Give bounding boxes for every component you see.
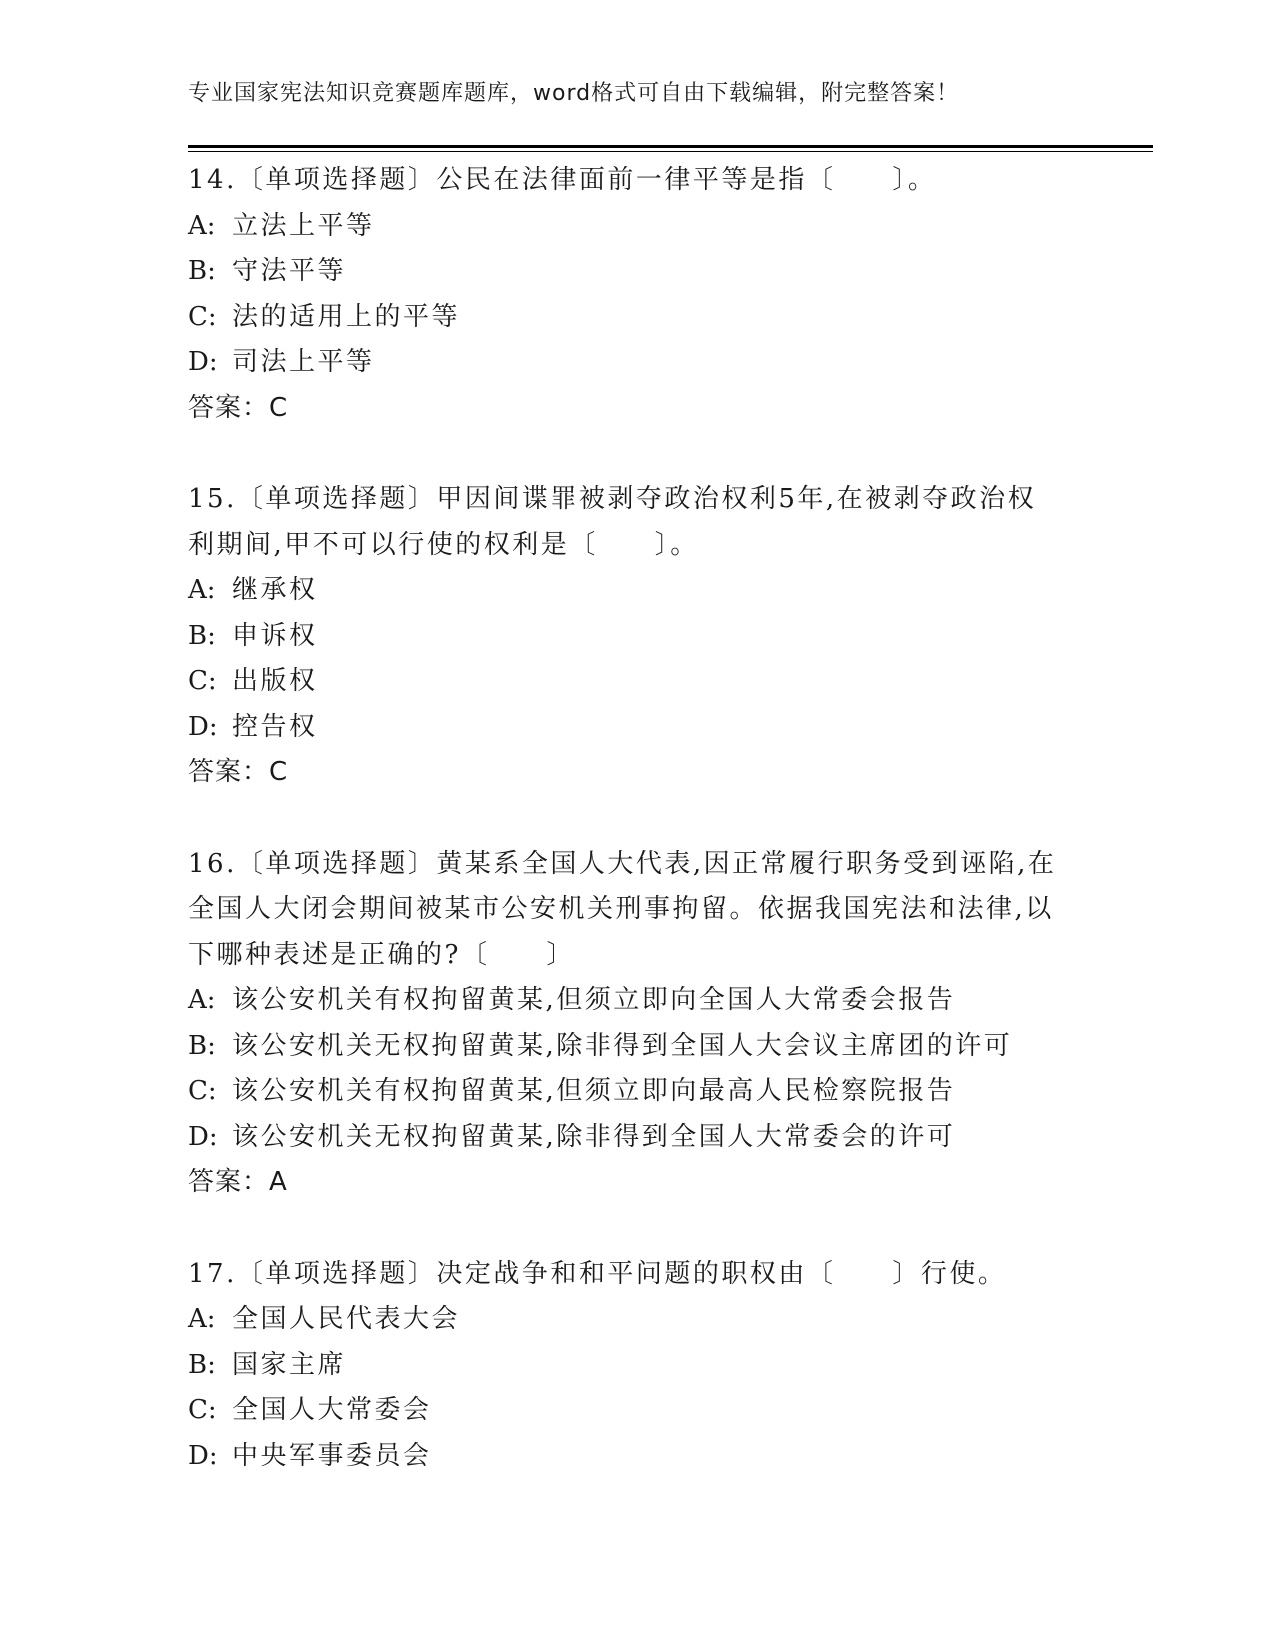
answer-line: 答案：C: [188, 392, 289, 423]
option-row: [188, 568, 1153, 614]
option-text: 守法平等: [232, 256, 347, 286]
option-row: [188, 204, 1153, 250]
option-key: D:: [188, 1121, 218, 1152]
option-row: [188, 1297, 1153, 1343]
document-header: 专业国家宪法知识竞赛题库题库，word格式可自由下载编辑，附完整答案！: [188, 81, 960, 106]
answer-line: 答案：C: [188, 757, 289, 787]
option-row: [188, 340, 1153, 386]
question-text: 14.〔单项选择题〕公民在法律面前一律平等是指〔 〕。: [188, 165, 937, 195]
spacer: [188, 431, 1153, 477]
header-rule-thin: [188, 151, 1153, 152]
option-text: 立法上平等: [232, 210, 375, 241]
option-row: [188, 659, 1153, 705]
option-key: C:: [188, 1395, 217, 1425]
question-item: [188, 158, 1153, 431]
option-text: 中央军事委员会: [232, 1440, 432, 1471]
option-text: 出版权: [232, 666, 318, 696]
spacer: [188, 796, 1153, 842]
question-list: [188, 158, 1153, 1479]
answer-line: 答案：A: [188, 1167, 288, 1197]
option-key: A:: [188, 575, 216, 605]
option-key: C:: [188, 666, 217, 696]
option-key: B:: [188, 1030, 216, 1061]
question-text: 利期间,甲不可以行使的权利是〔 〕。: [188, 529, 699, 560]
question-text: 全国人大闭会期间被某市公安机关刑事拘留。依据我国宪法和法律,以: [188, 894, 1054, 924]
option-key: B:: [188, 256, 216, 286]
option-text: 全国人大常委会: [232, 1395, 432, 1425]
option-text: 该公安机关无权拘留黄某,除非得到全国人大常委会的许可: [232, 1121, 956, 1152]
option-text: 该公安机关有权拘留黄某,但须立即向全国人大常委会报告: [232, 985, 956, 1015]
option-row: [188, 1343, 1153, 1389]
option-text: 司法上平等: [232, 347, 375, 377]
question-text: 16.〔单项选择题〕黄某系全国人大代表,因正常履行职务受到诬陷,在: [188, 848, 1057, 879]
option-key: B:: [188, 1349, 216, 1380]
option-key: A:: [188, 1304, 216, 1334]
question-item: [188, 1252, 1153, 1480]
option-text: 该公安机关无权拘留黄某,除非得到全国人大会议主席团的许可: [232, 1030, 1013, 1061]
spacer: [188, 1206, 1153, 1252]
option-key: C:: [188, 301, 217, 332]
question-text: 17.〔单项选择题〕决定战争和和平问题的职权由〔 〕行使。: [188, 1258, 1007, 1289]
option-text: 继承权: [232, 575, 318, 605]
option-key: A:: [188, 985, 216, 1015]
option-row: [188, 1024, 1153, 1070]
option-row: [188, 1388, 1153, 1434]
option-key: A:: [188, 210, 216, 241]
option-text: 控告权: [232, 711, 318, 742]
option-text: 全国人民代表大会: [232, 1304, 461, 1334]
option-row: [188, 705, 1153, 751]
option-row: [188, 1115, 1153, 1161]
question-item: [188, 842, 1153, 1206]
option-text: 申诉权: [232, 620, 318, 651]
option-key: D:: [188, 711, 218, 742]
option-key: C:: [188, 1076, 217, 1106]
option-text: 法的适用上的平等: [232, 301, 461, 332]
option-text: 该公安机关有权拘留黄某,但须立即向最高人民检察院报告: [232, 1076, 956, 1106]
option-key: B:: [188, 620, 216, 651]
question-text: 下哪种表述是正确的?〔 〕: [188, 939, 575, 970]
question-item: [188, 477, 1153, 796]
option-text: 国家主席: [232, 1349, 347, 1380]
option-key: D:: [188, 1440, 218, 1471]
option-row: [188, 1434, 1153, 1480]
option-row: [188, 295, 1153, 341]
question-text: 15.〔单项选择题〕甲因间谍罪被剥夺政治权利5年,在被剥夺政治权: [188, 484, 1037, 514]
option-row: [188, 249, 1153, 295]
header-rule-thick: [188, 145, 1153, 148]
option-key: D:: [188, 347, 218, 377]
option-row: [188, 614, 1153, 660]
option-row: [188, 978, 1153, 1024]
option-row: [188, 1069, 1153, 1115]
